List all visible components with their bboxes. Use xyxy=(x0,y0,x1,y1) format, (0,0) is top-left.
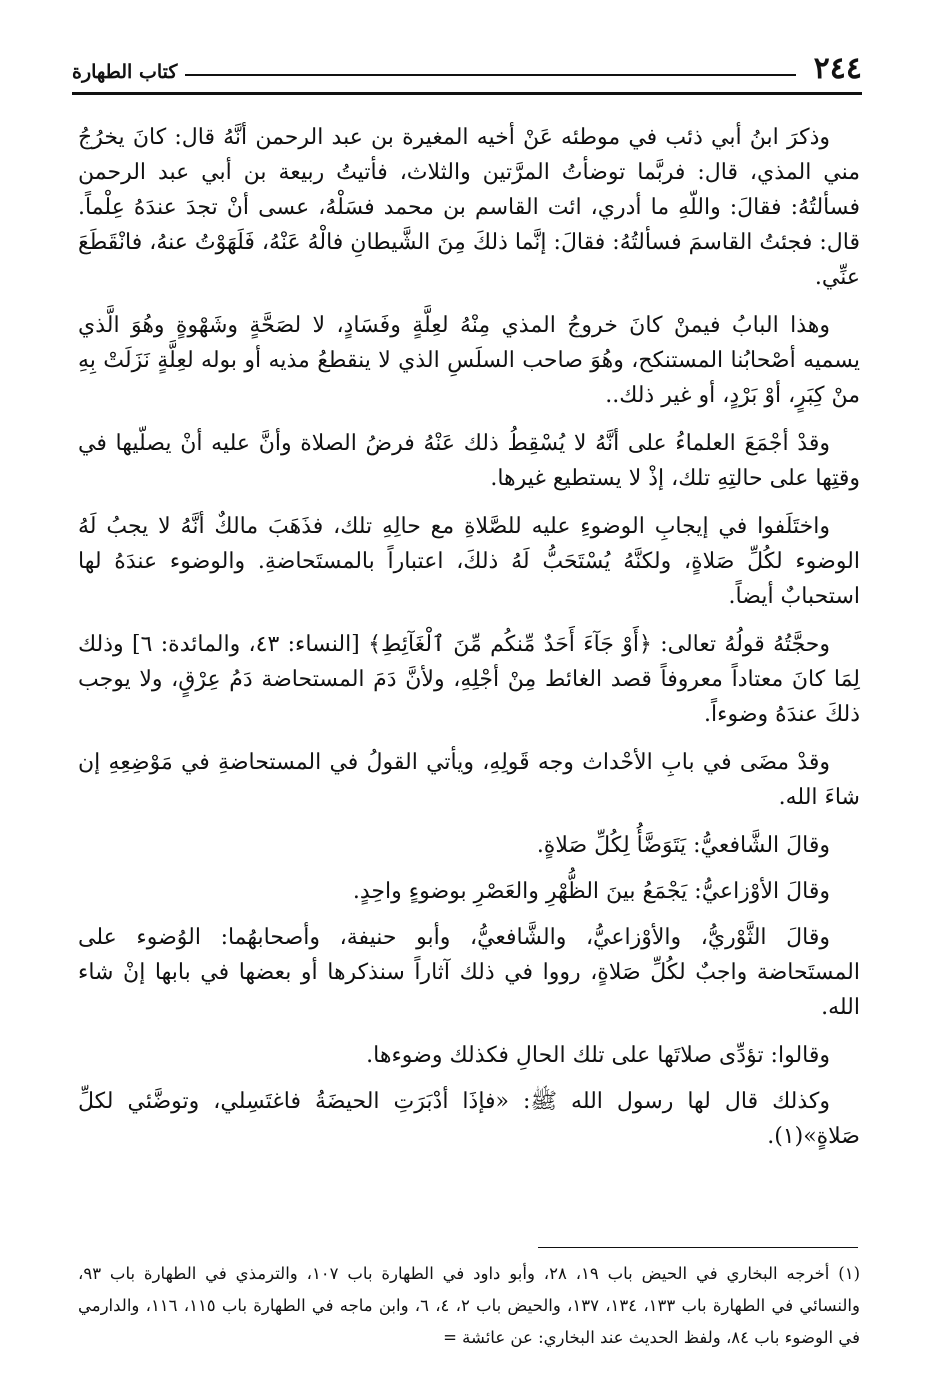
header-rule xyxy=(72,92,862,95)
paragraph: وهذا البابُ فيمنْ كانَ خروجُ المذي مِنْهُ لعِلَّةٍ وفَسَادٍ، لا لصَحَّةٍ وشَهْوةٍ وهُوَ الَّذي يسميه أصْحابُنا المستنكح، وهُوَ صاحب السلَسِ الذي لا ينقطعُ مذيه أو بوله لعِلَّةٍ نَزَلَتْ بِهِ منْ كِبَرٍ، أوْ بَرْدٍ، أو غير ذلك.. xyxy=(78,313,860,408)
footnote: (١) أخرجه البخاري في الحيض باب ١٩، ٢٨، وأبو داود في الطهارة باب ١٠٧، والترمذي في الطهارة باب ٩٣، والنسائي في الطهارة باب ١٣٣، ١٣٤، ١٣٧، والحيض باب ٢، ٤، ٦، وابن ماجه في الطهارة باب ١١٥، ١١٦، والدارمي في الوضوء باب ٨٤، ولفظ الحديث عند البخاري: عن عائشة = xyxy=(78,1264,860,1347)
paragraph: وحجَّتُهُ قولُهُ تعالى: ﴿أَوْ جَآءَ أَحَدٌ مِّنكُم مِّنَ ٱلْغَآئِطِ﴾ [النساء: ٤٣، والمائدة: ٦] وذلك لِمَا كانَ معتاداً معروفاً قصد الغائط مِنْ أجْلِهِ، ولأنَّ دَمَ المستحاضة دَمُ عِرْقٍ، ولا يوجب ذلكَ عندَهُ وضوءاً. xyxy=(78,632,860,727)
footnote-rule xyxy=(538,1247,858,1248)
paragraph: وقالَ الثَّوْريُّ، والأوْزاعيُّ، والشَّافعيُّ، وأبو حنيفة، وأصحابهُما: الوُضوء على المستَحاضة واجبٌ لكُلِّ صَلاةٍ، رووا في ذلك آثاراً سنذكرها أو بعضها في بابها إنْ شاء الله. xyxy=(78,925,860,1020)
book-title: كتاب الطهارة xyxy=(72,61,178,83)
paragraph: وقالَ الأوْزاعيُّ: يَجْمَعُ بينَ الظُّهْرِ والعَصْرِ بوضوءٍ واحِدٍ. xyxy=(352,879,830,904)
paragraph: وقدْ مضَى في بابِ الأحْداث وجه قَولِهِ، ويأتي القولُ في المستحاضةِ في مَوْضِعِهِ إن شاءَ الله. xyxy=(78,750,860,810)
paragraph: وكذلك قال لها رسول الله ﷺ: «فإذَا أدْبَرَتِ الحيضَةُ فاغتَسِلي، وتوضَّئي لكلِّ صَلاةٍ»(١). xyxy=(78,1089,860,1149)
header-line xyxy=(185,74,795,76)
paragraph: وذكرَ ابنُ أبي ذئب في موطئه عَنْ أخيه المغيرة بن عبد الرحمن أنَّهُ قال: كانَ يخرُجُ مني المذي، قال: فربَّما توضأتُ المرَّتين والثلاث، فأتيتُ ربيعة بن أبي عبد الرحمن فسألتُهُ: فقالَ: واللّهِ ما أدري، ائت القاسم بن محمد فسَلْهُ، عسى أنْ تجدَ عندَهُ عِلْماً. قال: فجئتُ القاسمَ فسألتُهُ: فقالَ: إنَّما ذلكَ مِنَ الشَّيطانِ فالْهُ عَنْهُ، فَلَهَوْتُ عنهُ، فانْقَطَعَ عنِّي. xyxy=(78,125,860,290)
paragraph: وقالوا: تؤدِّى صلاتَها على تلك الحالِ فكذلك وضوءها. xyxy=(366,1043,830,1068)
paragraph: واختَلَفوا في إيجابِ الوضوءِ عليه للصَّلاةِ مع حالِهِ تلك، فذَهَبَ مالكٌ أنَّهُ لا يجبُ لَهُ الوضوء لكُلِّ صَلاةٍ، ولكنَّهُ يُسْتَحَبُّ لَهُ ذلكَ، اعتباراً بالمستَحاضةِ. والوضوء عندَهُ لها استحبابٌ أيضاً. xyxy=(78,514,860,609)
paragraph: وقدْ أجْمَعَ العلماءُ على أنَّهُ لا يُسْقِطُ ذلك عَنْهُ فرضُ الصلاة وأنَّ عليه أنْ يصلّيها في وقتِها على حالتِهِ تلك، إذْ لا يستطيع غيرها. xyxy=(78,431,860,491)
page-header xyxy=(72,40,862,84)
paragraph: وقالَ الشَّافعيُّ: يَتَوَضَّأُ لِكُلِّ صَلاةٍ. xyxy=(536,833,830,858)
page-number: ٢٤٤ xyxy=(813,51,862,86)
page-body xyxy=(78,120,860,1167)
